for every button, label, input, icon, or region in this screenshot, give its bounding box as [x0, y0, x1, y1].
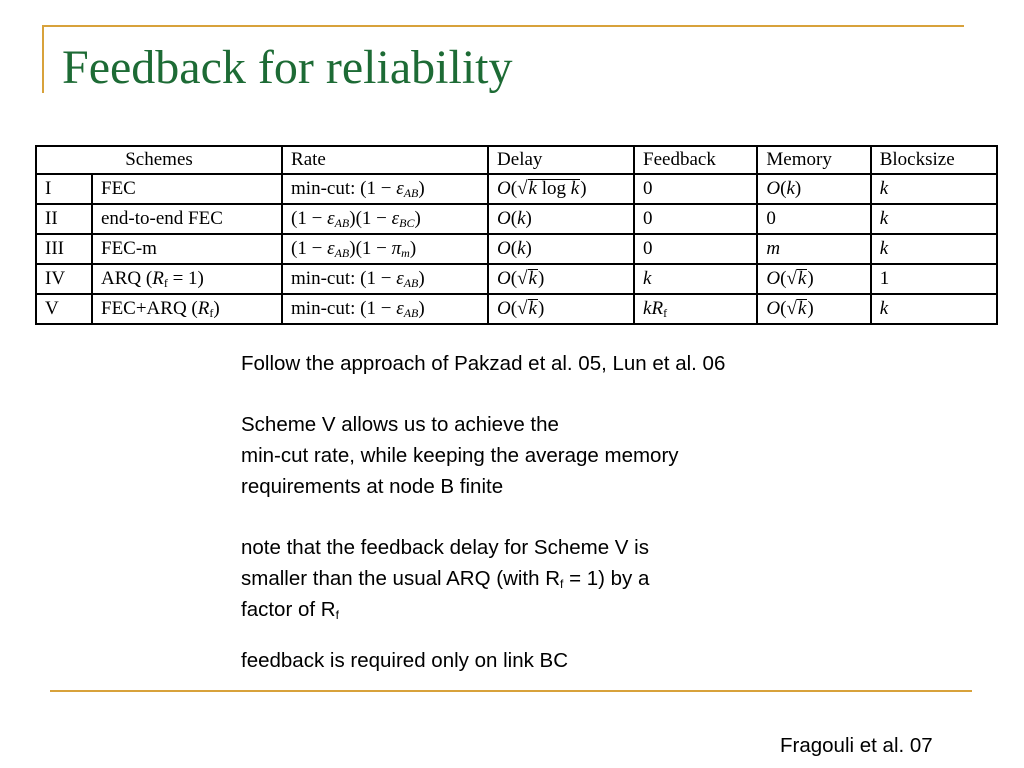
table-row: [36, 204, 997, 234]
memory-cell: O(√k): [757, 264, 870, 294]
row-id: III: [36, 234, 92, 264]
memory-cell: O(√k): [757, 294, 870, 324]
feedback-cell: k: [634, 264, 757, 294]
schemes-table: [35, 145, 998, 325]
blocksize-cell: k: [871, 174, 997, 204]
scheme-name: ARQ $(R_f = 1)$: [92, 264, 282, 294]
blocksize-cell: k: [871, 234, 997, 264]
table-row: [36, 234, 997, 264]
table-row: [36, 264, 997, 294]
scheme-name: FEC: [92, 174, 282, 204]
note-line: note that the feedback delay for Scheme V is: [241, 536, 649, 559]
blocksize-cell: k: [871, 294, 997, 324]
note-subscript: f: [560, 577, 564, 591]
note-text: factor of R: [241, 598, 336, 621]
row-id: V: [36, 294, 92, 324]
memory-cell: 0: [757, 204, 870, 234]
table-header-row: [36, 146, 997, 174]
header-schemes: Schemes: [36, 146, 282, 174]
top-accent-line: [42, 25, 964, 27]
note-paragraph: [241, 532, 649, 625]
memory-cell: O(k): [757, 174, 870, 204]
note-line: [241, 563, 649, 594]
blocksize-cell: k: [871, 204, 997, 234]
note-line: [241, 594, 649, 625]
scheme-v-paragraph: [241, 409, 679, 502]
header-blocksize: Blocksize: [871, 146, 997, 174]
delay-cell: O(√k): [488, 294, 634, 324]
bottom-accent-line: [50, 690, 972, 692]
scheme-v-line: min-cut rate, while keeping the average memory: [241, 444, 679, 467]
attribution: Fragouli et al. 07: [780, 734, 933, 757]
left-accent-line: [42, 25, 44, 93]
row-id: IV: [36, 264, 92, 294]
delay-cell: O(k): [488, 234, 634, 264]
scheme-name: end-to-end FEC: [92, 204, 282, 234]
feedback-cell: 0: [634, 174, 757, 204]
rate-cell: min-cut: $(1 - \varepsilon_{AB})$: [282, 264, 488, 294]
scheme-name: FEC-m: [92, 234, 282, 264]
scheme-v-line: requirements at node B finite: [241, 475, 504, 498]
table-row: [36, 294, 997, 324]
table-row: [36, 174, 997, 204]
row-id: I: [36, 174, 92, 204]
rate-cell: $(1 - \varepsilon_{AB})(1 - \pi_m)$: [282, 234, 488, 264]
rate-cell: $(1 - \varepsilon_{AB})(1 - \varepsilon_{BC})$: [282, 204, 488, 234]
header-delay: Delay: [488, 146, 634, 174]
note-text: = 1) by a: [563, 567, 650, 590]
memory-cell: m: [757, 234, 870, 264]
scheme-v-line: Scheme V allows us to achieve the: [241, 413, 559, 436]
rate-cell: min-cut: $(1 - \varepsilon_{AB})$: [282, 294, 488, 324]
feedback-cell: $kR_f$: [634, 294, 757, 324]
note-subscript: f: [335, 608, 339, 622]
feedback-cell: 0: [634, 234, 757, 264]
rate-cell: min-cut: $(1 - \varepsilon_{AB})$: [282, 174, 488, 204]
feedback-link-text: feedback is required only on link BC: [241, 649, 569, 672]
blocksize-cell: 1: [871, 264, 997, 294]
approach-text: Follow the approach of Pakzad et al. 05, Lun et al. 06: [241, 352, 726, 375]
delay-cell: O(√k): [488, 264, 634, 294]
header-rate: Rate: [282, 146, 488, 174]
delay-cell: O(√k log k): [488, 174, 634, 204]
delay-cell: O(k): [488, 204, 634, 234]
slide-title: Feedback for reliability: [62, 41, 513, 94]
scheme-name: FEC+ARQ $(R_f)$: [92, 294, 282, 324]
header-feedback: Feedback: [634, 146, 757, 174]
header-memory: Memory: [757, 146, 870, 174]
note-text: smaller than the usual ARQ (with R: [241, 567, 561, 590]
row-id: II: [36, 204, 92, 234]
feedback-cell: 0: [634, 204, 757, 234]
